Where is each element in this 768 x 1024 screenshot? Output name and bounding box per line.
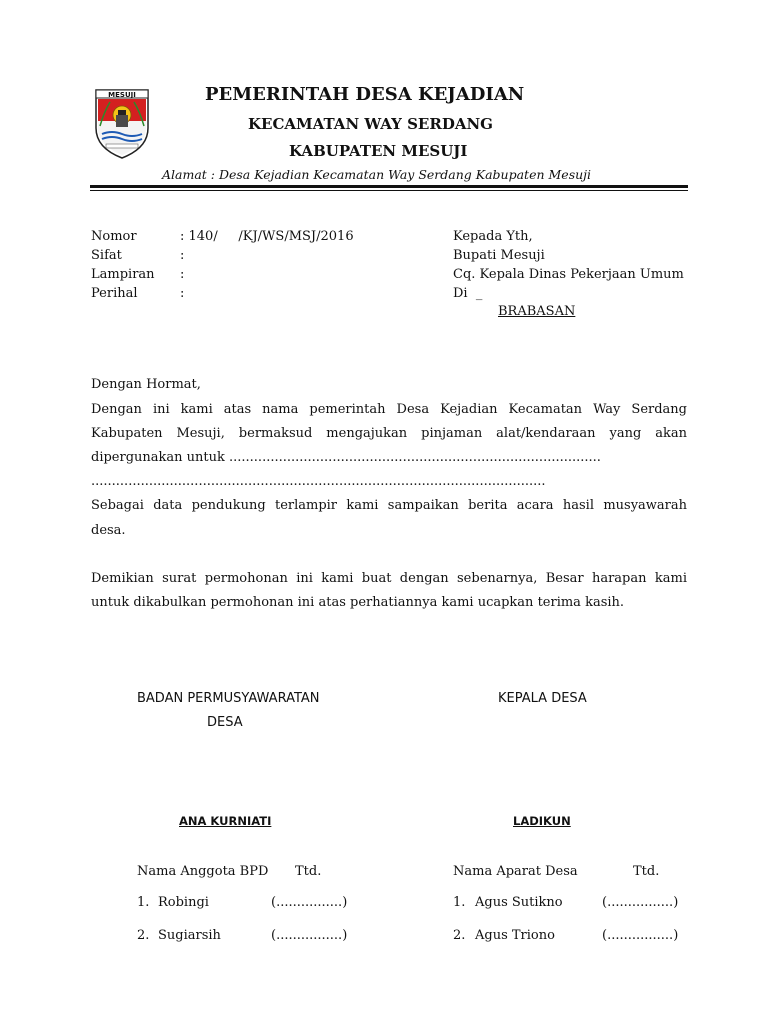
recipient-line-di: Di _ bbox=[453, 286, 483, 301]
paragraph2-line1: Sebagai data pendukung terlampir kami sampaikan berita acara hasil musyawarah bbox=[91, 498, 687, 513]
aparat-members-header: Nama Aparat Desa bbox=[453, 864, 578, 879]
bpd-member-signature: (................) bbox=[271, 928, 348, 943]
letterhead-address: Alamat : Desa Kejadian Kecamatan Way Serdang Kabupaten Mesuji bbox=[162, 167, 592, 182]
perihal-value: : bbox=[180, 286, 185, 301]
greeting: Dengan Hormat, bbox=[91, 377, 201, 392]
letterhead-title: PEMERINTAH DESA KEJADIAN bbox=[205, 84, 525, 105]
paragraph1-line3: dipergunakan untuk .......................................................................................... bbox=[91, 450, 601, 465]
nomor-value: : 140/ /KJ/WS/MSJ/2016 bbox=[180, 229, 354, 244]
paragraph2-line2: desa. bbox=[91, 523, 126, 538]
paragraph1-line2: Kabupaten Mesuji, bermaksud mengajukan pinjaman alat/kendaraan yang akan bbox=[91, 426, 687, 441]
bpd-member-name: Sugiarsih bbox=[158, 928, 221, 943]
letterhead-thick-rule bbox=[90, 185, 688, 188]
paragraph1-line1: Dengan ini kami atas nama pemerintah Desa Kejadian Kecamatan Way Serdang bbox=[91, 402, 687, 417]
paragraph3-line1: Demikian surat permohonan ini kami buat dengan sebenarnya, Besar harapan kami bbox=[91, 571, 687, 586]
lampiran-value: : bbox=[180, 267, 185, 282]
lampiran-label: Lampiran bbox=[91, 267, 155, 282]
nomor-label: Nomor bbox=[91, 229, 137, 244]
aparat-member-signature: (................) bbox=[602, 895, 679, 910]
kepala-desa-title: KEPALA DESA bbox=[498, 691, 587, 706]
letterhead-subtitle-kabupaten: KABUPATEN MESUJI bbox=[289, 142, 468, 160]
bpd-member-number: 2. bbox=[137, 928, 150, 943]
bpd-members-header: Nama Anggota BPD bbox=[137, 864, 269, 879]
aparat-ttd-header: Ttd. bbox=[633, 864, 660, 879]
paragraph1-line4: .............................................................................................................. bbox=[91, 474, 546, 489]
bpd-member-signature: (................) bbox=[271, 895, 348, 910]
letterhead-thin-rule bbox=[90, 190, 688, 191]
kepala-desa-signatory-name: LADIKUN bbox=[513, 814, 571, 828]
bpd-title-line2: DESA bbox=[207, 715, 243, 730]
mesuji-emblem-logo bbox=[92, 82, 152, 160]
bpd-signatory-name: ANA KURNIATI bbox=[179, 814, 272, 828]
recipient-location: BRABASAN bbox=[498, 304, 576, 319]
perihal-label: Perihal bbox=[91, 286, 138, 301]
recipient-line-bupati: Bupati Mesuji bbox=[453, 248, 545, 263]
bpd-member-name: Robingi bbox=[158, 895, 209, 910]
paragraph3-line2: untuk dikabulkan permohonan ini atas perhatiannya kami ucapkan terima kasih. bbox=[91, 595, 625, 610]
aparat-member-name: Agus Sutikno bbox=[475, 895, 563, 910]
letterhead-subtitle-kecamatan: KECAMATAN WAY SERDANG bbox=[248, 115, 493, 133]
aparat-member-signature: (................) bbox=[602, 928, 679, 943]
recipient-line-cq: Cq. Kepala Dinas Pekerjaan Umum bbox=[453, 267, 684, 282]
recipient-line-kepada: Kepada Yth, bbox=[453, 229, 533, 244]
logo-text: MESUJI bbox=[108, 91, 136, 99]
sifat-value: : bbox=[180, 248, 185, 263]
aparat-member-number: 1. bbox=[453, 895, 466, 910]
sifat-label: Sifat bbox=[91, 248, 122, 263]
bpd-title-line1: BADAN PERMUSYAWARATAN bbox=[137, 691, 320, 706]
aparat-member-number: 2. bbox=[453, 928, 466, 943]
bpd-ttd-header: Ttd. bbox=[295, 864, 322, 879]
bpd-member-number: 1. bbox=[137, 895, 150, 910]
aparat-member-name: Agus Triono bbox=[475, 928, 555, 943]
